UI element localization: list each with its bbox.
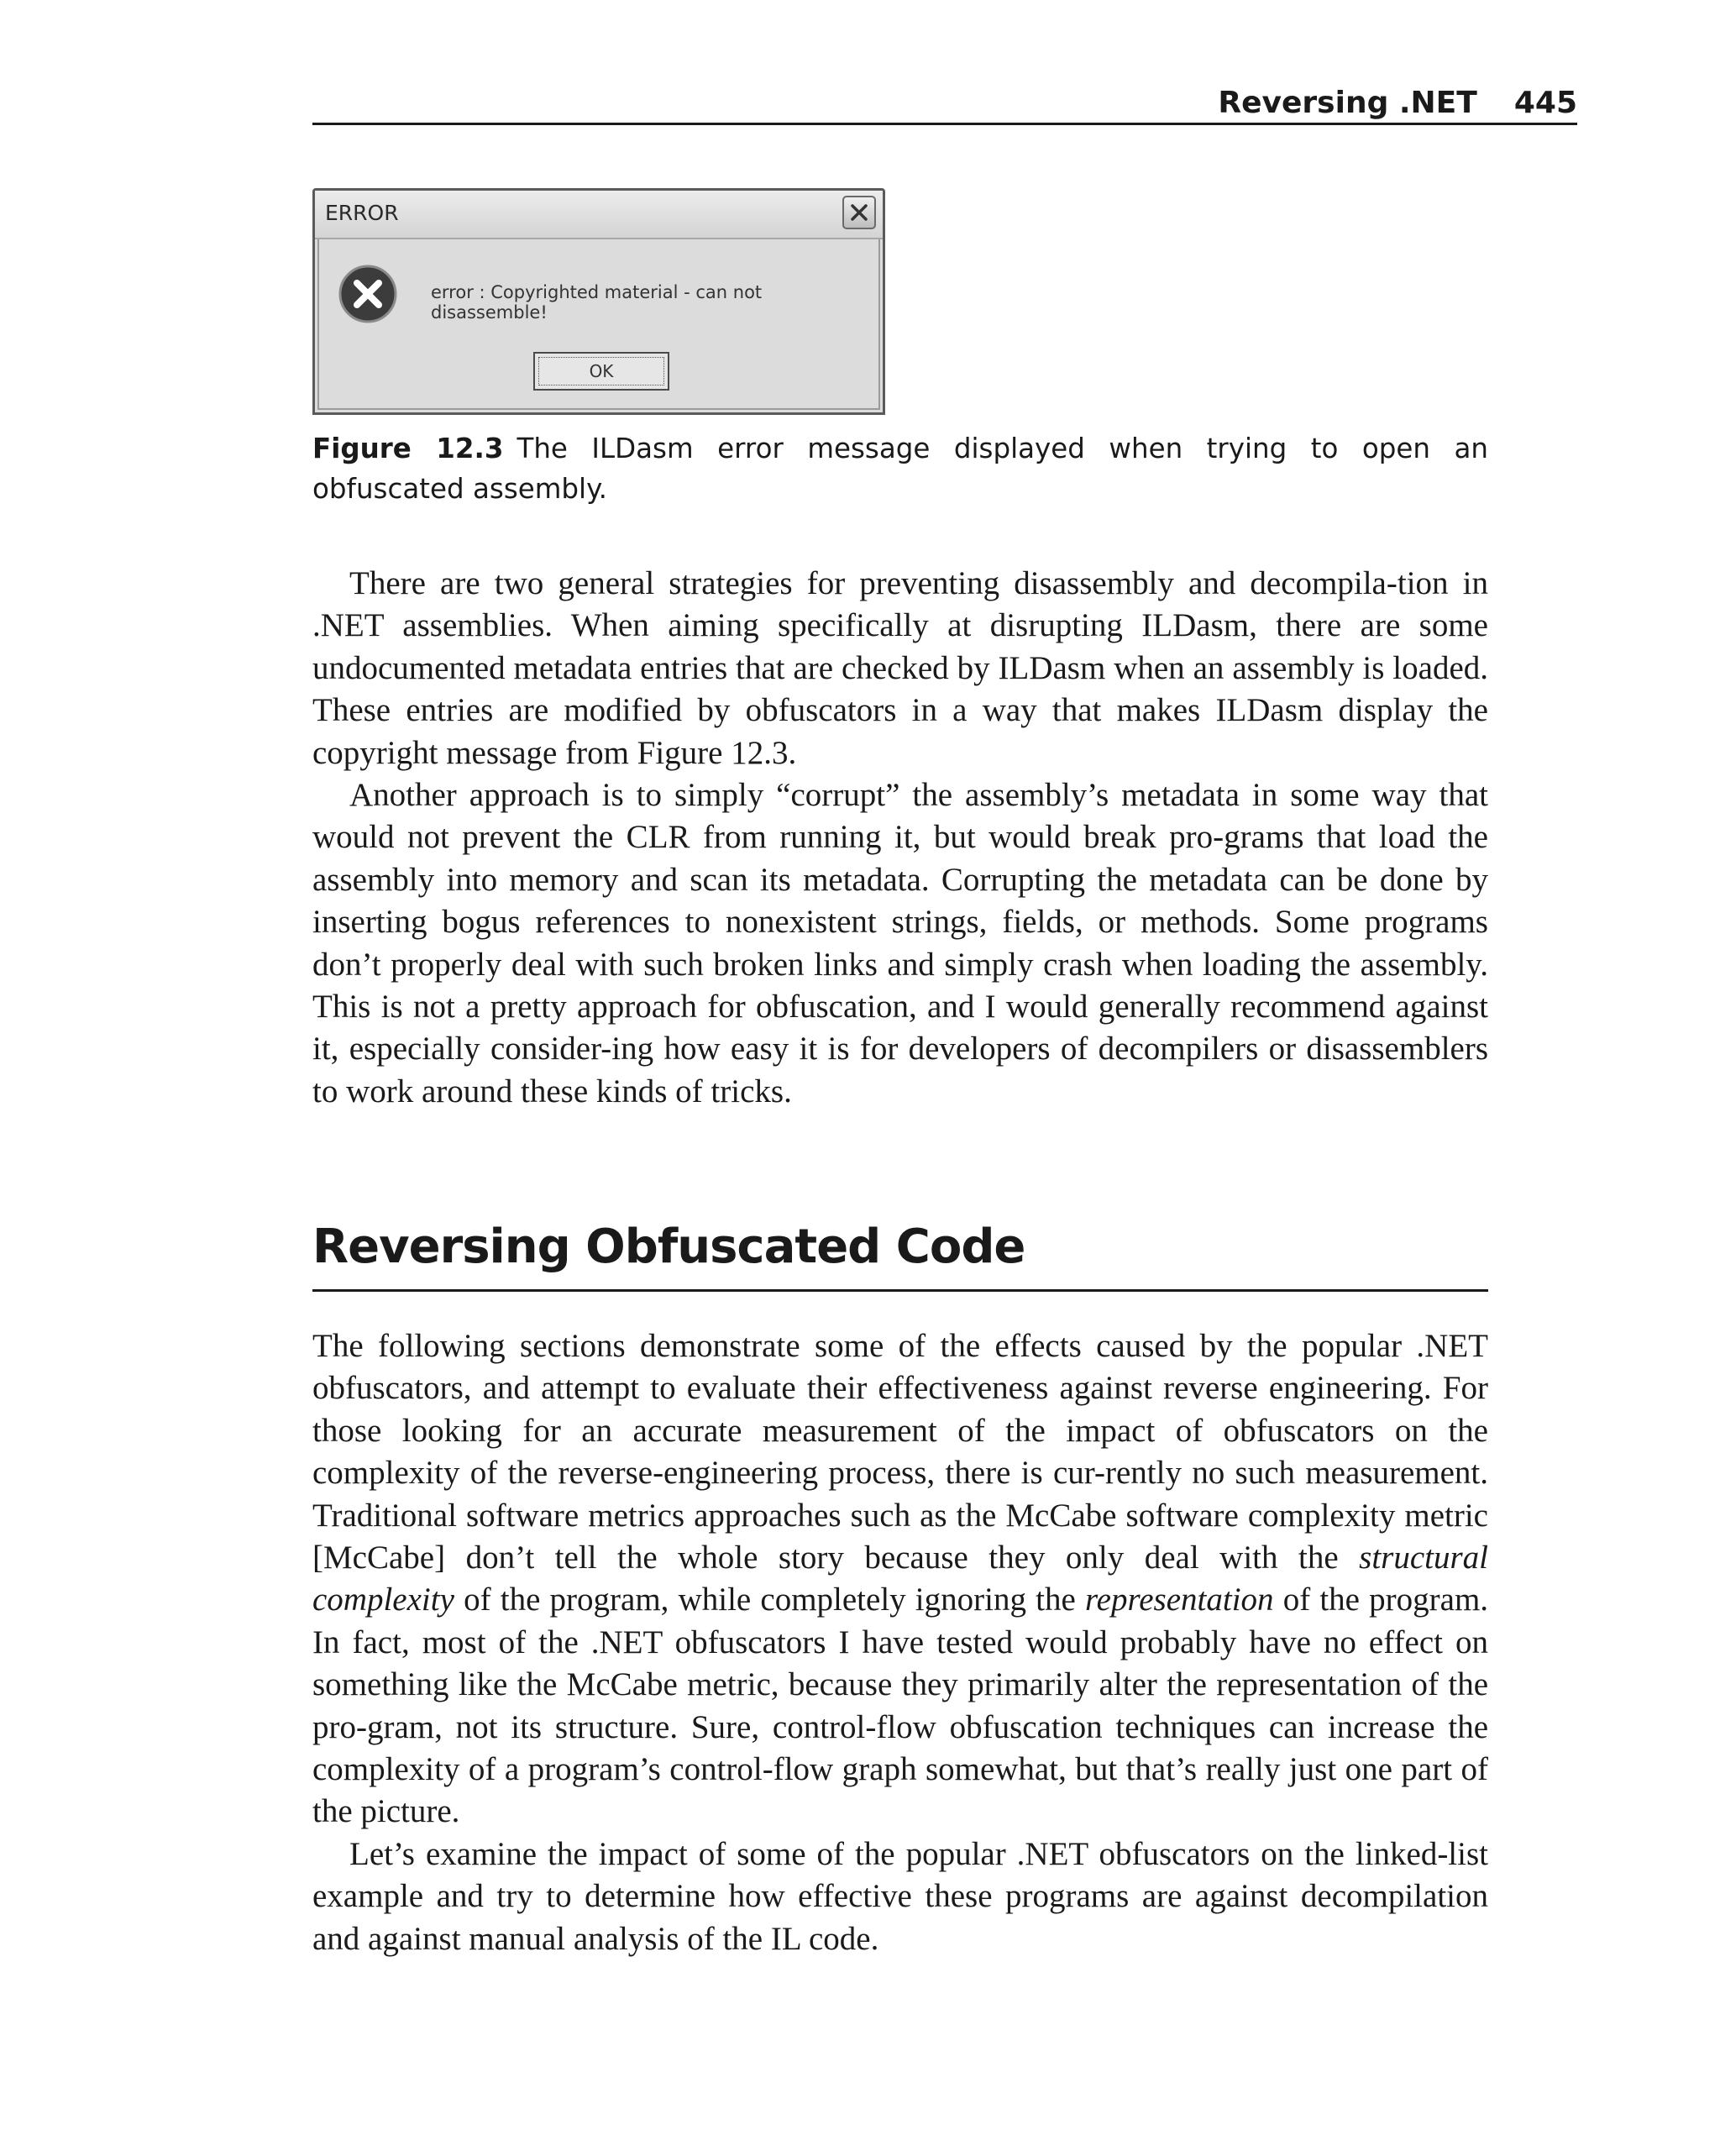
paragraph-text: of the program, while completely ignoring the xyxy=(464,1582,1076,1618)
paragraph: Let’s examine the impact of some of the popular .NET obfuscators on the linked-list example and try to determine how effective these programs are against decompilation and against manual analysis of the IL code. xyxy=(312,1835,1488,1957)
paragraph-text: of the program. In fact, most of the .NET obfuscators I have tested would probably have no effect on something like the McCabe metric, because they primarily alter the representation of the pro-gram, not its structure. Sure, control-flow obfuscation techniques can increase the complexity of a program’s control-flow graph somewhat, but that’s really just one part of the picture. xyxy=(312,1582,1489,1830)
figure-label: Figure 12.3 xyxy=(312,433,504,464)
running-header xyxy=(312,84,1577,125)
paragraph: There are two general strategies for preventing disassembly and decompila-tion in .NET assemblies. When aiming specifically at disrupting ILDasm, there are some undocumented metadata entries that are checked by ILDasm when an assembly is loaded. These entries are modified by obfuscators in a way that makes ILDasm display the copyright message from Figure 12.3. xyxy=(312,565,1488,771)
close-button[interactable] xyxy=(842,196,876,229)
dialog-title: ERROR xyxy=(325,201,399,225)
figure-caption-text: The ILDasm error message displayed when trying to open an obfuscated assembly. xyxy=(312,433,1488,505)
close-icon xyxy=(850,203,868,222)
error-dialog xyxy=(312,188,885,415)
section-1-body xyxy=(312,563,1488,1113)
running-header-title: Reversing .NET xyxy=(1218,86,1477,120)
figure-caption xyxy=(312,428,1488,509)
section-2-body xyxy=(312,1325,1488,1960)
emphasis-structural-complexity: structural complexity xyxy=(312,1540,1488,1618)
dialog-titlebar xyxy=(315,191,883,239)
paragraph: Another approach is to simply “corrupt” the assembly’s metadata in some way that would not prevent the CLR from running it, but would break pro-grams that load the assembly into memory and scan its metadata. Corrupting the metadata can be done by inserting bogus references to nonexistent strings, fields, or methods. Some programs don’t properly deal with such broken links and simply crash when loading the assembly. This is not a pretty approach for obfuscation, and I would generally recommend against it, especially consider-ing how easy it is for developers of decompilers or disassemblers to work around these kinds of tricks. xyxy=(312,777,1488,1109)
paragraph xyxy=(312,1325,1488,1833)
dialog-message: error : Copyrighted material - can not disassemble! xyxy=(431,282,763,323)
emphasis-representation: representation xyxy=(1084,1582,1274,1618)
page-number: 445 xyxy=(1513,86,1577,120)
paragraph-text: The following sections demonstrate some of the effects caused by the popular .NET obfuscators, and attempt to evaluate their effectiveness against reverse engineering. For those looking for an accurate measurement of the impact of obfuscators on the complexity of the reverse-engineering process, there is cur-rently no such measurement. Traditional software metrics approaches such as the McCabe software complexity metric [McCabe] don’t tell the whole story because they only deal with the xyxy=(312,1328,1488,1576)
ok-button[interactable]: OK xyxy=(533,352,669,391)
error-icon xyxy=(337,263,399,325)
section-heading: Reversing Obfuscated Code xyxy=(312,1214,1488,1292)
